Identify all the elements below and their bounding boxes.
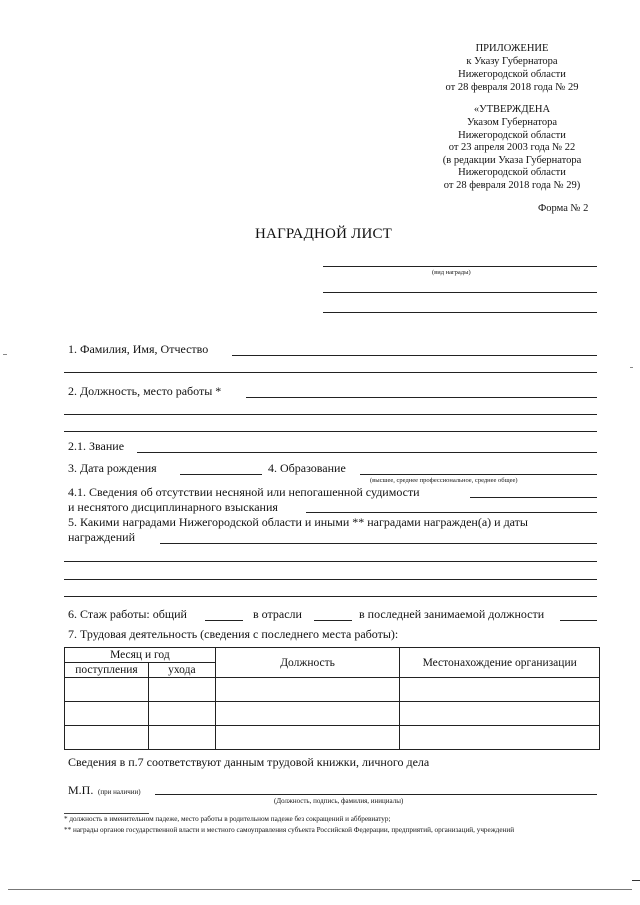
table-header-org-location: Местонахождение организации [400,648,600,678]
table-row [65,702,600,726]
education-field[interactable] [360,474,597,475]
rank-field[interactable] [137,452,597,453]
field-position-label: 2. Должность, место работы * [68,384,222,398]
table-cell[interactable] [215,726,400,750]
table-cell[interactable] [65,678,149,702]
position-field-2[interactable] [64,414,597,415]
award-type-line-3[interactable] [323,312,597,313]
table-cell[interactable] [215,702,400,726]
experience-last-field[interactable] [560,620,597,621]
document-title: НАГРАДНОЙ ЛИСТ [255,226,393,242]
awards-field-3[interactable] [64,579,597,580]
footnote-divider [64,813,149,814]
field-work-history-label: 7. Трудовая деятельность (сведения с последнего места работы): [68,627,399,641]
award-type-hint: (вид награды) [432,269,471,276]
approved-line: от 28 февраля 2018 года № 29) [443,180,581,191]
disciplinary-field[interactable] [306,512,597,513]
table-cell[interactable] [65,702,149,726]
full-name-field-2[interactable] [64,372,597,373]
appendix-line: к Указу Губернатора [466,56,558,67]
full-name-field[interactable] [232,355,597,356]
position-field-3[interactable] [64,431,597,432]
table-cell[interactable] [148,678,215,702]
signature-hint: (Должность, подпись, фамилия, инициалы) [274,797,404,805]
experience-industry-field[interactable] [314,620,352,621]
appendix-line: Нижегородской области [458,69,566,80]
work-history-table [64,647,600,750]
award-type-line-2[interactable] [323,292,597,293]
table-cell[interactable] [65,726,149,750]
approved-line: Нижегородской области [458,167,566,178]
approved-line: (в редакции Указа Губернатора [442,155,582,166]
table-cell[interactable] [400,678,600,702]
awards-field[interactable] [160,543,597,544]
table-cell[interactable] [148,726,215,750]
approved-line: Указом Губернатора [466,117,558,128]
award-type-line[interactable] [323,266,597,267]
appendix-line: от 28 февраля 2018 года № 29 [445,82,579,93]
confirm-text: Сведения в п.7 соответствуют данным трудовой книжки, личного дела [68,755,430,769]
field-rank-label: 2.1. Звание [68,439,125,453]
approved-line: от 23 апреля 2003 года № 22 [448,142,576,153]
field-criminal-record-label-2: и неснятого дисциплинарного взыскания [68,500,278,514]
field-experience-total-label: 6. Стаж работы: общий [68,607,187,621]
position-field[interactable] [246,397,597,398]
table-cell[interactable] [148,702,215,726]
awards-field-4[interactable] [64,596,597,597]
table-header-month-year: Месяц и год [65,648,216,663]
table-cell[interactable] [215,678,400,702]
approved-line: Нижегородской области [458,130,566,141]
table-header-start: поступления [65,663,149,678]
footnote-2: ** награды органов государственной власти и местного самоуправления субъекта Российской Федерации, предприятий, организаций, учреждений [64,826,515,834]
education-hint: (высшее, среднее профессиональное, среднее общее) [370,477,518,484]
form-number: Форма № 2 [538,203,589,214]
field-awards-label: 5. Какими наградами Нижегородской области и иными ** наградами награжден(а) и даты [68,515,528,529]
field-education-label: 4. Образование [268,461,346,475]
field-criminal-record-label: 4.1. Сведения об отсутствии несняной или непогашенной судимости [68,485,420,499]
appendix-line: ПРИЛОЖЕНИЕ [475,43,549,54]
stamp-hint: (при наличии) [98,788,141,796]
table-row [65,726,600,750]
table-header-end: ухода [148,663,215,678]
birth-date-field[interactable] [180,474,262,475]
scan-edge-line [8,889,632,890]
field-awards-label-2: награждений [68,530,135,544]
field-birth-date-label: 3. Дата рождения [68,461,157,475]
scan-dot [3,354,7,355]
table-cell[interactable] [400,726,600,750]
experience-total-field[interactable] [205,620,243,621]
approved-line: «УТВЕРЖДЕНА [473,104,551,115]
table-row [65,678,600,702]
table-cell[interactable] [400,702,600,726]
scan-dot [630,367,633,368]
stamp-label: М.П. [68,783,94,797]
field-experience-industry-label: в отрасли [253,607,302,621]
field-full-name-label: 1. Фамилия, Имя, Отчество [68,342,209,356]
scan-edge-mark [632,880,640,881]
footnote-1: * должность в именительном падеже, место работы в родительном падеже без сокращений и аббревиатур; [64,815,391,823]
signature-line[interactable] [155,794,597,795]
criminal-record-field[interactable] [470,497,597,498]
table-header-position: Должность [215,648,400,678]
awards-field-2[interactable] [64,561,597,562]
field-experience-last-label: в последней занимаемой должности [359,607,545,621]
